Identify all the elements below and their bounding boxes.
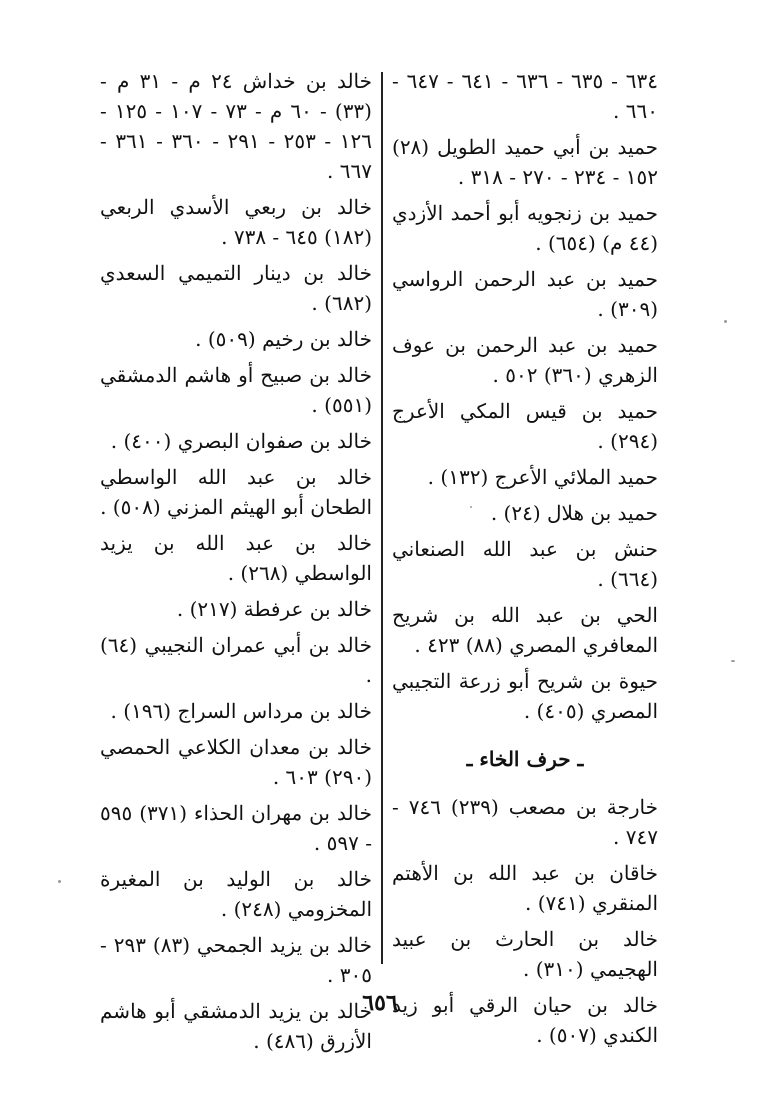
index-entry: حميد بن قيس المكي الأعرج (٢٩٤) .	[392, 399, 658, 453]
index-entry: خالد بن صفوان البصري (٤٠٠) .	[110, 429, 372, 453]
index-entry: حميد بن عبد الرحمن الرواسي (٣٠٩) .	[392, 267, 658, 321]
index-entry: خالد بن صبيح أو هاشم الدمشقي (٥٥١) .	[100, 363, 372, 417]
scan-speck	[58, 880, 61, 883]
index-entry: خالد بن معدان الكلاعي الحمصي (٢٩٠) ٦٠٣ .	[100, 735, 372, 789]
index-entry: خالد بن الوليد بن المغيرة المخزومي (٢٤٨) .	[100, 867, 372, 921]
index-entry: خالد بن الحارث بن عبيد الهجيمي (٣١٠) .	[392, 927, 658, 981]
index-entry: حميد بن زنجويه أبو أحمد الأزدي (٤٤ م) (٦٥٤) .	[392, 201, 658, 255]
index-entry: حميد بن هلال (٢٤) .	[490, 501, 658, 525]
index-entry: خالد بن دينار التميمي السعدي (٦٨٢) .	[100, 261, 372, 315]
index-entry: خالد بن عبد الله الواسطي الطحان أبو الهيثم المزني (٥٠٨) .	[100, 465, 372, 519]
section-heading: ـ حرف الخاء ـ	[466, 747, 584, 771]
index-entry: خالد بن أبي عمران النجيبي (٦٤) .	[100, 633, 372, 687]
index-entry: خالد بن عرفطة (٢١٧) .	[176, 597, 372, 621]
index-entry: خالد بن مهران الحذاء (٣٧١) ٥٩٥ - ٥٩٧ .	[100, 801, 372, 855]
index-entry: خالد بن مرداس السراج (١٩٦) .	[110, 699, 372, 723]
index-entry: خالد بن يزيد الجمحي (٨٣) ٢٩٣ - ٣٠٥ .	[100, 933, 372, 987]
left-column	[100, 66, 372, 1062]
index-entry: حيوة بن شريح أبو زرعة التجيبي المصري (٤٠٥) .	[392, 669, 658, 723]
index-entry: الحي بن عبد الله بن شريح المعافري المصري (٨٨) ٤٢٣ .	[392, 603, 658, 657]
index-entry: خالد بن خداش ٢٤ م - ٣١ م - (٣٣) - ٦٠ م - ٧٣ - ١٠٧ - ١٢٥ - ١٢٦ - ٢٥٣ - ٢٩١ - ٣٦٠ - ٣٦١ - ٦٦٧ .	[100, 69, 372, 183]
index-entry: خارجة بن مصعب (٢٣٩) ٧٤٦ - ٧٤٧ .	[392, 795, 658, 849]
scan-speck	[470, 506, 472, 508]
index-entry: حنش بن عبد الله الصنعاني (٦٦٤) .	[392, 537, 658, 591]
scan-speck	[731, 660, 735, 662]
page-number: ٦٥٦	[362, 990, 398, 1016]
index-entry: ٦٣٤ - ٦٣٥ - ٦٣٦ - ٦٤١ - ٦٤٧ - ٦٦٠ .	[392, 69, 659, 123]
index-entry: خالد بن رخيم (٥٠٩) .	[195, 327, 372, 351]
index-entry: خاقان بن عبد الله بن الأهتم المنقري (٧٤١) .	[392, 861, 658, 915]
index-entry: حميد بن عبد الرحمن بن عوف الزهري (٣٦٠) ٥٠٢ .	[392, 333, 658, 387]
index-entry: حميد بن أبي حميد الطويل (٢٨) ١٥٢ - ٢٣٤ - ٢٧٠ - ٣١٨ .	[392, 135, 658, 189]
scan-speck	[724, 320, 727, 323]
right-column	[392, 66, 658, 1056]
index-entry: خالد بن يزيد الدمشقي أبو هاشم الأزرق (٤٨٦) .	[100, 999, 372, 1053]
column-divider	[381, 72, 383, 964]
index-entry: حميد الملائي الأعرج (١٣٢) .	[427, 465, 658, 489]
index-entry: خالد بن حيان الرقي أبو زيد الكندي (٥٠٧) .	[392, 993, 658, 1047]
index-entry: خالد بن ربعي الأسدي الربعي (١٨٢) ٦٤٥ - ٧٣٨ .	[100, 195, 372, 249]
index-entry: خالد بن عبد الله بن يزيد الواسطي (٢٦٨) .	[100, 531, 372, 585]
